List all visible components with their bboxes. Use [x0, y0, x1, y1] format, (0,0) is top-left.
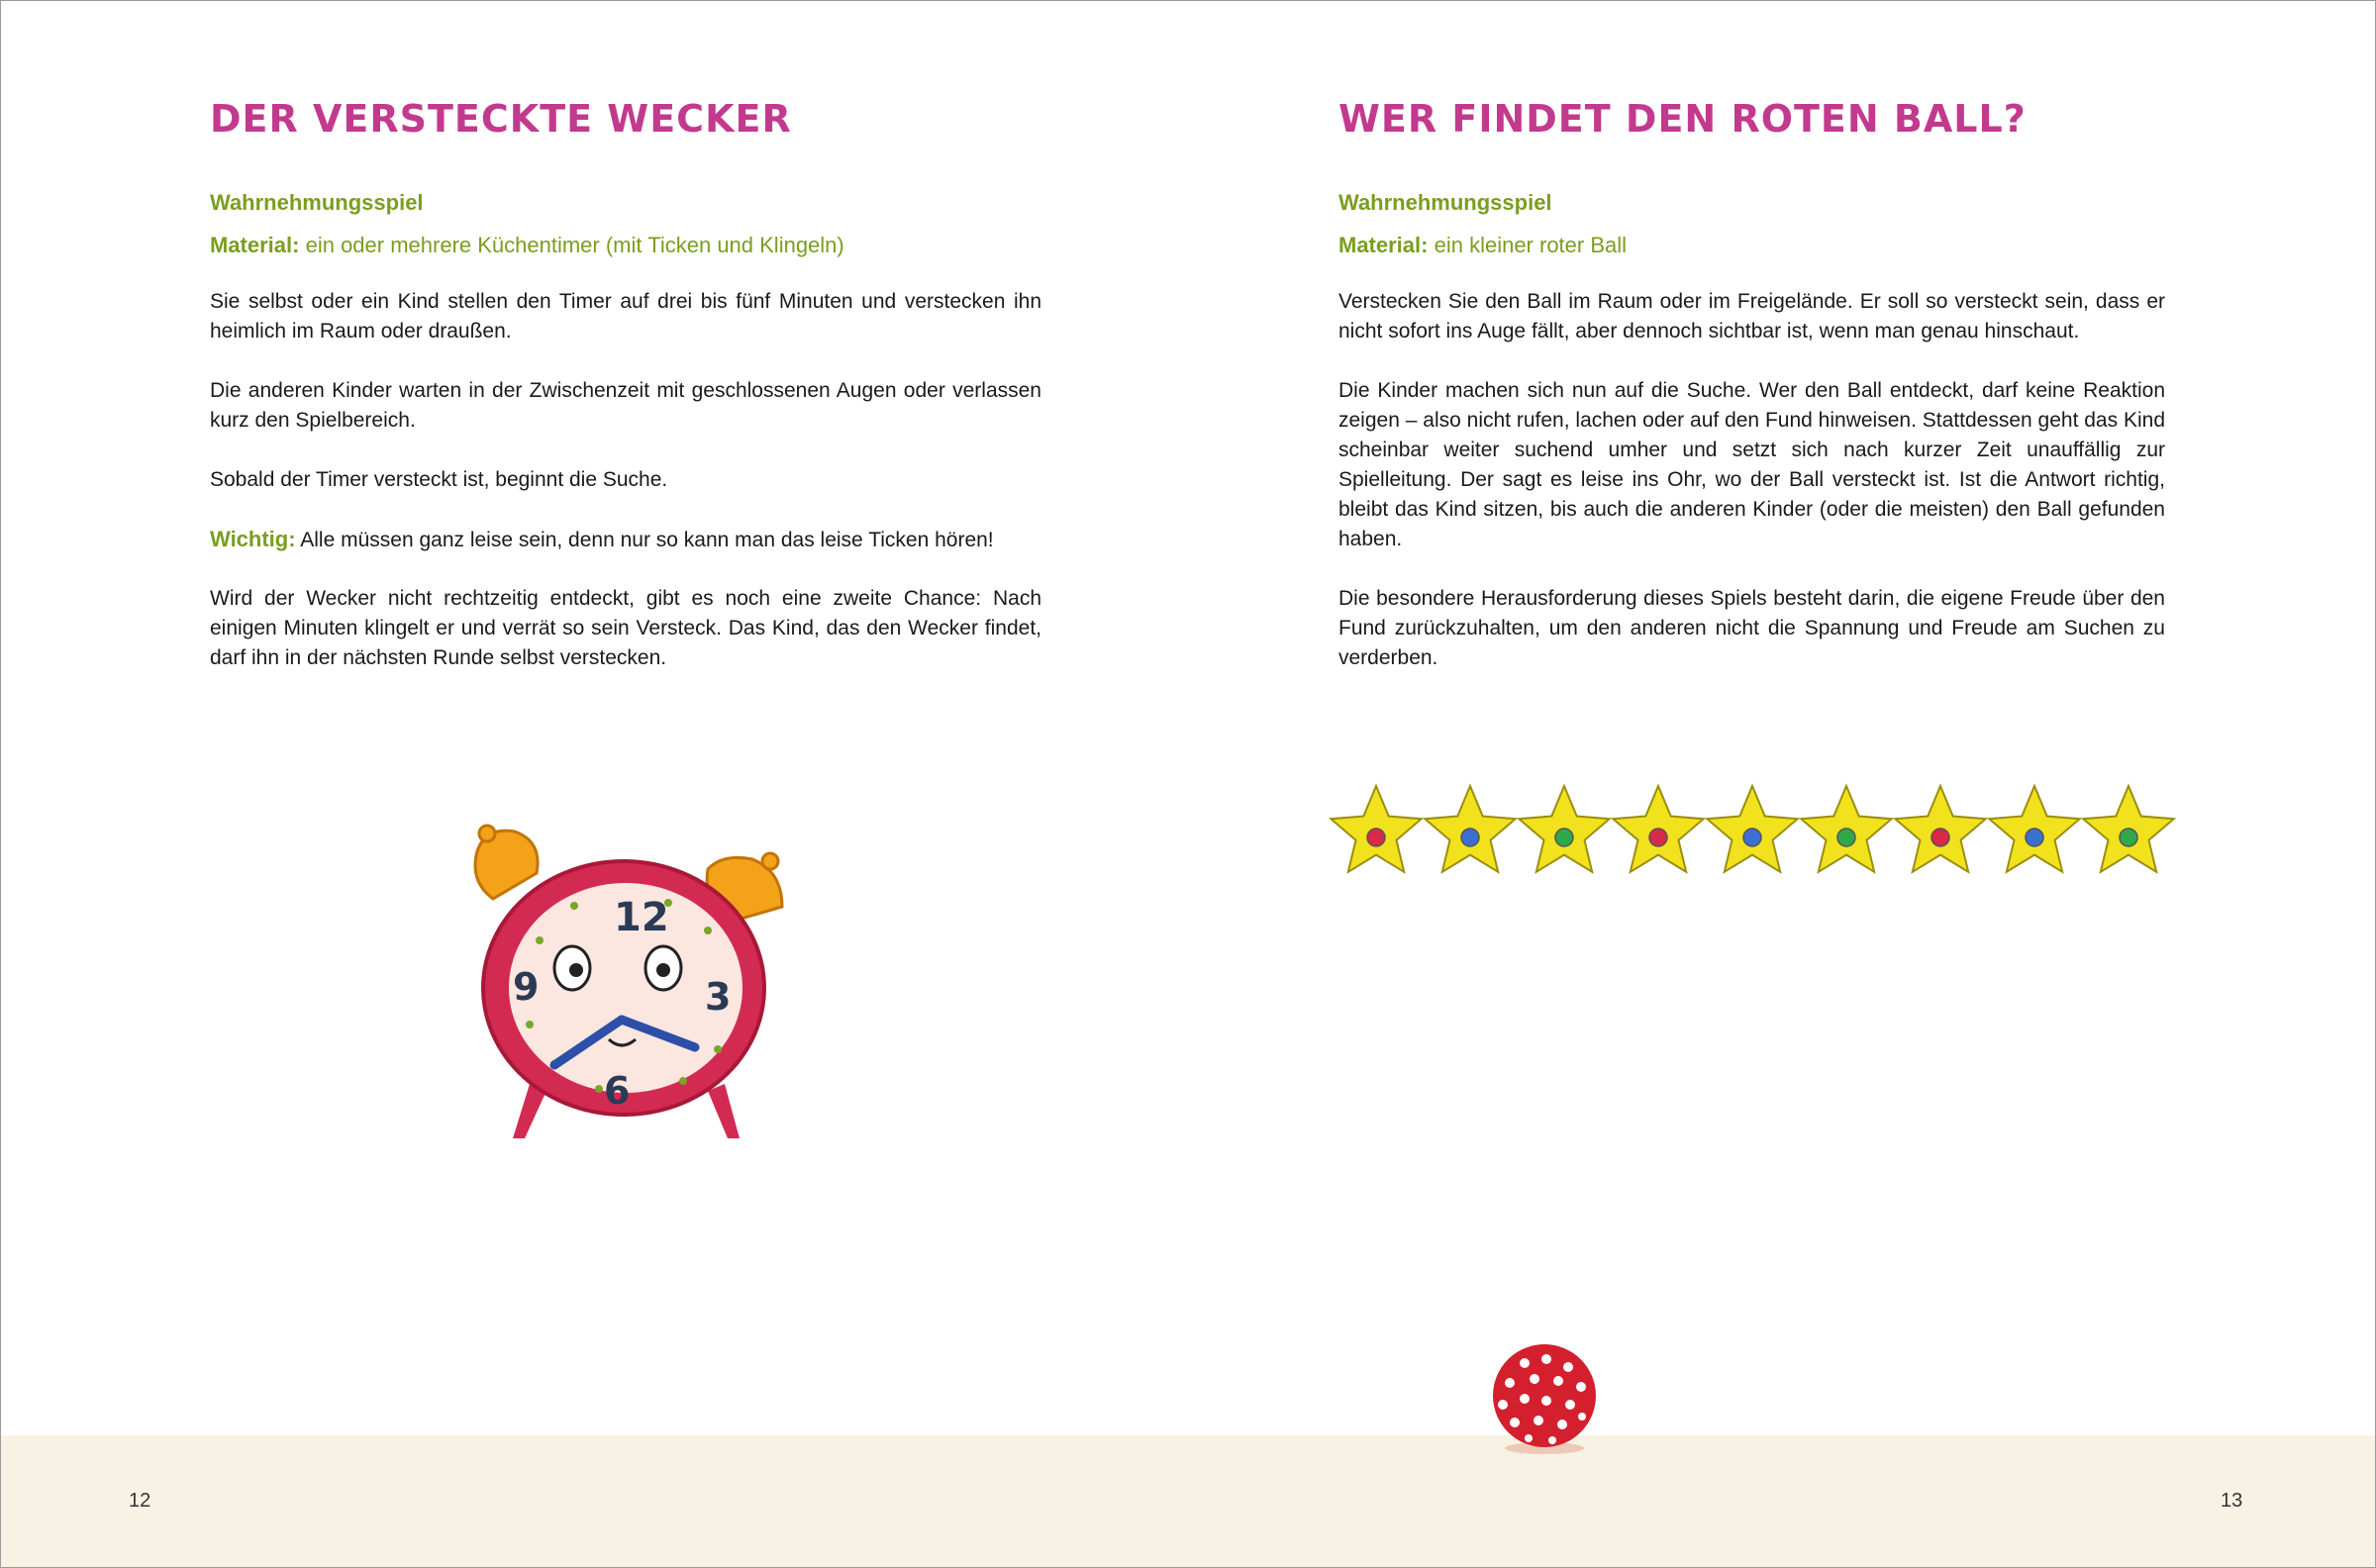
left-page — [210, 0, 1041, 1435]
page-title: DER VERSTECKTE WECKER — [210, 97, 792, 141]
alarm-clock-icon — [455, 812, 812, 1148]
stars-row-icon — [1329, 782, 2182, 881]
material-line — [210, 233, 844, 258]
star-icon — [1707, 786, 1797, 872]
paragraph: Verstecken Sie den Ball im Raum oder im Freigelände. Er soll so versteckt sein, dass er nicht sofort ins Auge fällt, aber dennoch sichtbar ist, wenn man genau hinschaut. — [1338, 290, 2165, 343]
page-title: WER FINDET DEN ROTEN BALL? — [1338, 97, 2027, 141]
footer-band — [1, 1435, 2375, 1567]
material-text: ein kleiner roter Ball — [1428, 233, 1628, 257]
clock-number-3: 3 — [705, 975, 732, 1019]
page-number-left: 12 — [129, 1490, 151, 1512]
clock-number-9: 9 — [513, 965, 540, 1009]
game-type: Wahrnehmungsspiel — [1338, 190, 1552, 215]
star-icon — [1519, 786, 1609, 872]
important-note — [210, 525, 1041, 555]
star-icon — [1895, 786, 1985, 872]
star-icon — [1613, 786, 1703, 872]
material-label: Material: — [210, 233, 300, 257]
game-type: Wahrnehmungsspiel — [210, 190, 424, 215]
material-text: ein oder mehrere Küchentimer (mit Ticken und Klingeln) — [299, 233, 844, 257]
clock-number-6: 6 — [604, 1069, 631, 1113]
paragraph: Die Kinder machen sich nun auf die Suche. Wer den Ball entdeckt, darf keine Reaktion zeigen – also nicht rufen, lachen oder auf den Fund hinweisen. Stattdessen geht das Kind scheinbar weiter suchend umher und setzt sich nach kurzer Zeit unauffällig zur Spielleitung. Der sagt es leise ins Ohr, wo der Ball versteckt ist. Ist die Antwort richtig, bleibt das Kind sitzen, bis auch die anderen Kinder (oder die meisten) den Ball gefunden haben. — [1338, 379, 2165, 550]
star-icon — [1989, 786, 2079, 872]
important-text: Alle müssen ganz leise sein, denn nur so kann man das leise Ticken hören! — [295, 529, 994, 551]
material-line — [1338, 233, 1627, 258]
right-page — [1338, 0, 2165, 1435]
material-label: Material: — [1338, 233, 1429, 257]
star-icon — [1331, 786, 1421, 872]
star-icon — [1801, 786, 1891, 872]
page-number-right: 13 — [2221, 1490, 2243, 1512]
clock-number-12: 12 — [614, 895, 669, 940]
paragraph: Wird der Wecker nicht rechtzeitig entdeckt, gibt es noch eine zweite Chance: Nach einigen Minuten klingelt er und verrät so sein Versteck. Das Kind, das den Wecker findet, darf ihn in der nächsten Runde selbst verstecken. — [210, 587, 1041, 669]
paragraph: Die besondere Herausforderung dieses Spiels besteht darin, die eigene Freude über den Fund zurückzuhalten, um den anderen nicht die Spannung und Freude am Suchen zu verderben. — [1338, 587, 2165, 669]
star-icon — [1425, 786, 1515, 872]
left-bell-icon — [475, 826, 538, 899]
paragraph: Sobald der Timer versteckt ist, beginnt die Suche. — [210, 468, 668, 491]
important-label: Wichtig: — [210, 527, 296, 551]
star-icon — [2083, 786, 2173, 872]
paragraph: Sie selbst oder ein Kind stellen den Timer auf drei bis fünf Minuten und verstecken ihn heimlich im Raum oder draußen. — [210, 290, 1041, 343]
paragraph: Die anderen Kinder warten in der Zwischenzeit mit geschlossenen Augen oder verlassen kurz den Spielbereich. — [210, 379, 1041, 432]
red-ball-icon — [1485, 1341, 1604, 1455]
